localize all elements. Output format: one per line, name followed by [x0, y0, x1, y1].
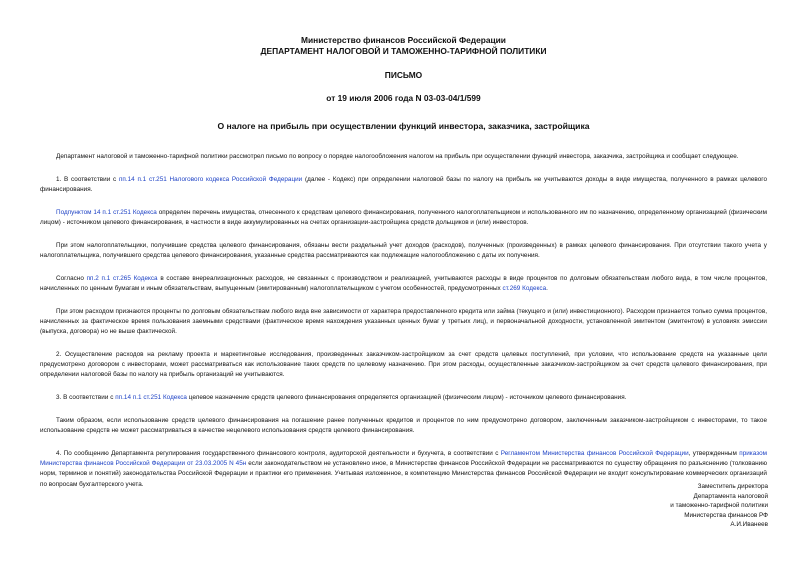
- text-span: в составе внереализационных расходов, не связанных с производством и реализацией, учитываются расходы в виде процентов по долговым обязательствам любого вида, в том числе процентов, начисленных по ценным бумагам и иным обязательствам, выпущенным (эмитированным) налогоплательщиком с учетом особенностей, предусмотренных: [40, 274, 768, 292]
- text-span: 1. В соответствии с: [56, 175, 119, 183]
- paragraph-1: [40, 175, 767, 195]
- paragraph-2: 2. Осуществление расходов на рекламу проекта и маркетинговые исследования, произведенных заказчиком-застройщиком за счет средств целевых поступлений, при условии, что использование средств на указанные цели предусмотрено договором с инвесторами, может рассматриваться как использование таких средств по целевому назначению. При этом расходы, осуществленные заказчиком-застройщиком за счет средств целевого финансирования, при определении налоговой базы по налогу на прибыль организаций не учитываются.: [40, 351, 767, 379]
- signature-line: Министерства финансов РФ: [684, 511, 768, 519]
- text-span: .: [546, 285, 548, 292]
- document-body: [40, 152, 767, 502]
- paragraph-3b: Таким образом, если использование средств целевого финансирования на погашение ранее полученных кредитов и процентов по ним предусмотрено договором, заключенным заказчиком-застройщиком с инвесторами, то такое использование средств не может рассматриваться в качестве нецелевого использования средств целевого финансирования.: [40, 417, 767, 435]
- ministry-name: Министерство финансов Российской Федерации: [301, 35, 506, 45]
- link-minfin-order-45n[interactable]: приказом Министерства финансов Российской Федерации от 23.03.2005 N 45н: [40, 450, 767, 468]
- department-name: ДЕПАРТАМЕНТ НАЛОГОВОЙ И ТАМОЖЕННО-ТАРИФНОЙ ПОЛИТИКИ: [260, 46, 547, 56]
- signature-line: Заместитель директора: [697, 483, 768, 490]
- document-subject: О налоге на прибыль при осуществлении функций инвестора, заказчика, застройщика: [217, 121, 590, 131]
- paragraph-intro: Департамент налоговой и таможенно-тарифной политики рассмотрел письмо по вопросу о порядке налогообложения налогом на прибыль при осуществлении функций инвестора, заказчика, застройщика и сообщает следующее.: [56, 153, 739, 160]
- link-article-269[interactable]: ст.269 Кодекса: [502, 285, 547, 292]
- link-tax-code-251[interactable]: пп.14 п.1 ст.251 Налогового кодекса Российской Федерации: [118, 175, 303, 183]
- paragraph-1b: [40, 208, 767, 228]
- paragraph-4: [40, 449, 767, 490]
- text-span: определен перечень имущества, отнесенного к средствам целевого финансирования, полученного налогоплательщиком и использованного им по назначению, определенному организацией (физическим лицом) - источником целевого финансирования, в частности в виде аккумулированных на счетах организации-застройщика средств дольщиков и (или) инвесторов.: [40, 208, 767, 226]
- link-article-265[interactable]: пп.2 п.1 ст.265 Кодекса: [86, 274, 158, 282]
- link-subparagraph-14[interactable]: Подпунктом 14 п.1 ст.251 Кодекса: [56, 208, 157, 216]
- text-span: Согласно: [56, 274, 87, 282]
- text-span: целевое назначение средств целевого финансирования определяется организацией (физическим лицом) - источником целевого финансирования.: [186, 394, 627, 402]
- text-span: если законодательством не установлено иное, в Министерстве финансов Российской Федерации не рассматриваются по существу обращения по разъяснению (толкованию норм, терминов и понятий) законодательства Российской Федерации и практики его применения. Учитывая изложенное, в компетенцию Министерства финансов Российской Федерации не входит консультирование коммерческих организаций по вопросам бухгалтерского учета.: [40, 460, 767, 488]
- paragraph-1d: [40, 274, 767, 294]
- link-article-251-code[interactable]: пп.14 п.1 ст.251 Кодекса: [115, 394, 187, 402]
- signature-line: Департамента налоговой: [693, 492, 768, 500]
- signer-name: А.И.Иванеев: [730, 521, 768, 529]
- signature-block: [670, 482, 768, 530]
- text-span: , утвержденным: [688, 450, 740, 457]
- paragraph-1c: При этом налогоплательщики, получившие средства целевого финансирования, обязаны вести раздельный учет доходов (расходов), полученных (произведенных) в рамках целевого финансирования. При отсутствии такого учета у налогоплательщика, получившего средства целевого финансирования, указанные средства рассматриваются как подлежащие налогообложению с даты их получения.: [40, 241, 767, 259]
- paragraph-1e: При этом расходом признаются проценты по долговым обязательствам любого вида вне зависимости от характера предоставленного кредита или займа (текущего и (или) инвестиционного). Расходом признается только сумма процентов, начисленных за фактическое время пользования заемными средствами (фактическое время нахождения указанных ценных бумаг у третьих лиц), и первоначальной доходности, установленной эмитентом (эмитентом) в условиях эмиссии (выпуска, договора) но не выше фактической.: [40, 307, 767, 336]
- document-kind: ПИСЬМО: [384, 70, 423, 80]
- text-span: (далее - Кодекс) при определении налоговой базы по налогу на прибыль не учитываются доходы в виде имущества, полученного в рамках целевого финансирования.: [40, 175, 767, 193]
- signature-line: и таможенно-тарифной политики: [670, 502, 768, 510]
- paragraph-3: [40, 393, 767, 403]
- text-span: 4. По сообщению Департамента регулирования государственного финансового контроля, аудиторской деятельности и бухучета, в соответствии с: [56, 450, 501, 457]
- document-date-number: от 19 июля 2006 года N 03-03-04/1/599: [326, 93, 481, 103]
- text-span: 3. В соответствии с: [56, 394, 116, 402]
- link-minfin-regulation[interactable]: Регламентом Министерства финансов Российской Федерации: [500, 450, 689, 457]
